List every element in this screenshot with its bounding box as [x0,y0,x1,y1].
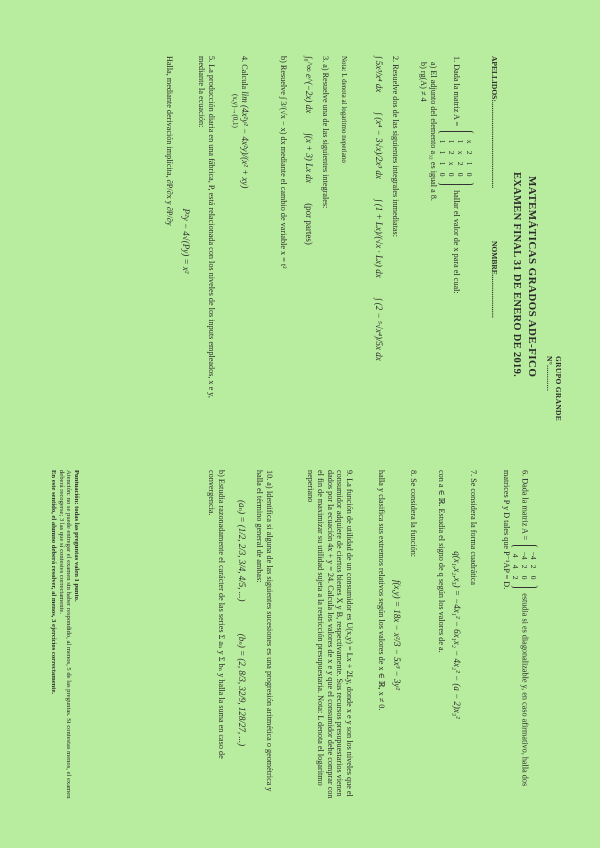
q10-sequence-b: (bₙ) = (2, 8/3, 32/9, 128/27, ...) [236,633,247,747]
footer-sentido: En este sentido, el alumno deberá resolver, al menos, 3 ejercicios correctamente. [50,470,58,695]
question-7 [436,470,478,800]
question-5 [164,56,216,426]
q10-intro: 10. a) Identifica si alguna de las siguientes sucesiones es una progresión aritmética o geométrica y halla el término general de ambas: [255,470,274,792]
q10-part-b: b) Estudia razonadamente el carácter de las series Σ aₙ y Σ bₙ y halla la suma en caso de convergencia. [207,470,227,759]
q3-integral-1: ∫₀^∞ e^(−2x) dx [304,56,315,114]
question-1 [419,56,474,426]
q6-intro: 6. Dada la matriz A = [520,470,530,541]
question-10 [207,470,274,800]
name-fields [489,56,498,416]
q6-matrix: −420 −420 442 [511,545,538,588]
q1-part-a: a) El adjunto del elemento a₃₂ es igual a 8. [429,62,438,201]
q2-integral-4: ∫ (2 − ⁵√x⁴)/5x dx [374,298,385,361]
q5-end: Halla, mediante derivación implícita, ∂P/∂x y ∂P/∂y [165,56,175,226]
q3-part-b: b) Resuelve ∫ 3/(√x − x) dx mediante el cambio de variable x = t² [278,56,288,269]
q1-part-b: b) rg(A) ≠ 4 [419,62,429,102]
nombre-field[interactable]: NOMBRE....................... [490,241,499,318]
exam-footer [50,470,80,800]
q5-text: 5. La producción diaria en una fábrica, P, está relacionada con los niveles de los inputs empleados, x e y, mediante la ecuación: [197,56,216,398]
q6-after: estudia si es diagonalizable y, en caso afirmativo, halla dos matrices P y D tales que P⁻¹AP = D. [502,470,530,787]
question-9: 9. La función de utilidad de un consumidor es U(x,y) = Lx + 2Ly, donde x e y son los niveles que el consumidor adquiere de ciertos bienes X y B, respectivamente. Sus recursos presupuestarios vienen dados por la ecuación 4x + y = 24. Calcula los valores de x e y que el consumidor debe comprar con el fin de maximizar su utilidad sujeta a la restricción presupuestaria. Nota: L denota el logaritmo neperiano [306,470,354,799]
question-4 [231,56,250,426]
q7-equation: q(x₁,x₂,x₃) = −4x₁² − 6x₁x₂ − 4x₂² − (a − 2)x₃² [452,551,463,719]
q4-limit: lim (4x²y² − 4x²y)/(x² + xy) [240,91,250,189]
grupo-label: GRUPO GRANDE N°............ [545,356,563,422]
q3-integral-note: (por partes) [304,203,315,245]
question-6 [501,470,538,800]
note-logarithm: Nota: L denota al logaritmo neperiano [340,56,348,163]
q2-intro: 2. Resuelve dos de las siguientes integrales inmediatas: [391,56,400,237]
q2-integral-1: ∫ 5x³/x⁴ dx [374,56,385,93]
question-8 [376,470,418,800]
exam-title: MATEMÁTICAS GRADOS ADE-FICO [526,176,538,378]
apellidos-field[interactable]: APELLIDOS:.............................................. [490,56,499,189]
q5-equation: P²y − 4√(Py) = x² [180,208,191,274]
q4-intro: 4. Calcula [240,56,249,90]
q3-integral-2: ∫(x + 3) Lx dx [304,133,315,183]
q4-limit-subscript: (x,y)→(0,1) [231,94,240,128]
q10-sequence-a: (aₙ) = (1/2, 2/3, 3/4, 4/5, ...) [236,500,247,602]
q1-matrix: x210 1x20 12x0 1110 [438,131,474,185]
question-3 [278,56,330,426]
q2-integral-2: ∫ (x⁴ − 3√x)/2x³ dx [374,112,385,179]
footer-atencion: Atención: no se puede entregar el examen sin haber respondido, al menos, 5 de las preguntas. Si contestas menos, el examen deberá recogerse; 3 las que sí contestes correctamente. [57,470,73,799]
q7-end: con a ∈ ℝ. Estudia el signo de q según los valores de a. [436,470,446,653]
footer-puntuacion: Puntuación: todas las preguntas valen 1 punto. [73,470,80,602]
q3-intro: 3. a) Resuelve una de las siguientes integrales: [321,56,330,209]
q1-after: hallar el valor de x para el cual: [452,190,462,294]
q8-intro: 8. Se considera la función: [409,470,418,558]
q8-equation: f(x,y) = 18x − x²/3 − 5x³ − 3y² [392,579,403,691]
q8-end: halla y clasifica sus extremos relativos según los valores de x ∈ ℝ, x ≠ 0. [376,470,386,711]
exam-date: EXAMEN FINAL 31 DE ENERO DE 2019. [511,172,522,378]
q2-integral-3: ∫ (1 + Lx)/(√x · Lx) dx [374,199,385,278]
question-2 [374,56,400,426]
q1-intro: 1. Dada la matriz A = [452,56,462,127]
q7-intro: 7. Se considera la forma cuadrática [469,470,478,586]
